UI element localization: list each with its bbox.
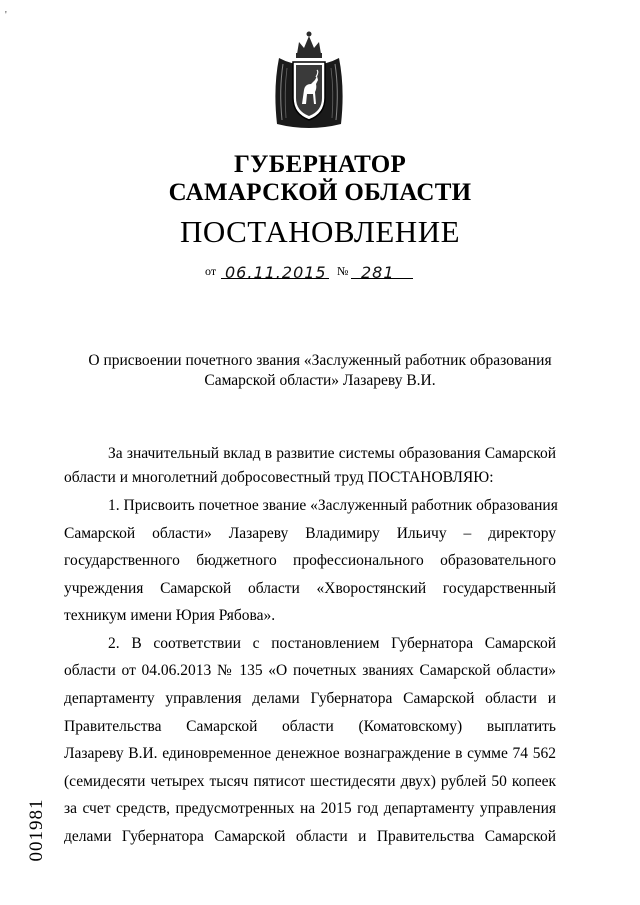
handwritten-number: 281 (361, 263, 395, 282)
body-line: 2. В соответствии с постановлением Губернатора Самарской (108, 635, 556, 652)
subject-line-1: О присвоении почетного звания «Заслуженный работник образования (88, 352, 552, 369)
body-line: (семидесяти четырех тысяч пятисот шестидесяти двух) рублей 50 копеек (64, 773, 556, 790)
body-line: области и многолетний добросовестный труд ПОСТАНОВЛЯЮ: (64, 469, 494, 486)
number-label: № (337, 264, 349, 278)
handwritten-date: 06.11.2015 (225, 263, 327, 282)
body-line: 1. Присвоить почетное звание «Заслуженный работник образования (108, 497, 558, 514)
body-line: учреждения Самарской области «Хворостянский государственный (64, 580, 556, 597)
coat-of-arms-emblem (269, 28, 349, 134)
body-line: Правительства Самарской области (Коматовскому) выплатить (64, 718, 556, 735)
date-from-label: от (205, 264, 217, 278)
scan-corner-mark: ' (5, 10, 7, 21)
body-line: техникум имени Юрия Рябова». (64, 607, 276, 624)
body-line: департаменту управления делами Губернатора Самарской области и (64, 690, 556, 707)
subject-line-2: Самарской области» Лазареву В.И. (204, 372, 436, 389)
serial-number-text: 001981 (26, 798, 47, 862)
authority-title-line1: ГУБЕРНАТОР (233, 151, 407, 178)
body-line: государственного бюджетного профессионального образовательного (64, 552, 556, 569)
body-line: области от 04.06.2013 № 135 «О почетных званиях Самарской области» (64, 662, 556, 679)
authority-title-line2: САМАРСКОЙ ОБЛАСТИ (168, 179, 472, 206)
body-line: Лазареву В.И. единовременное денежное вознаграждение в сумме 74 562 (64, 745, 556, 762)
body-line: за счет средств, предусмотренных на 2015 год департаменту управления (64, 800, 556, 817)
date-number-line (205, 258, 445, 282)
document-type-title: ПОСТАНОВЛЕНИЕ (179, 214, 461, 249)
serial-number-stamp (22, 800, 52, 860)
body-line: делами Губернатора Самарской области и Правительства Самарской (64, 828, 556, 845)
body-line: Самарской области» Лазареву Владимиру Ильичу – директору (64, 525, 556, 542)
body-line: За значительный вклад в развитие системы образования Самарской (108, 445, 556, 462)
